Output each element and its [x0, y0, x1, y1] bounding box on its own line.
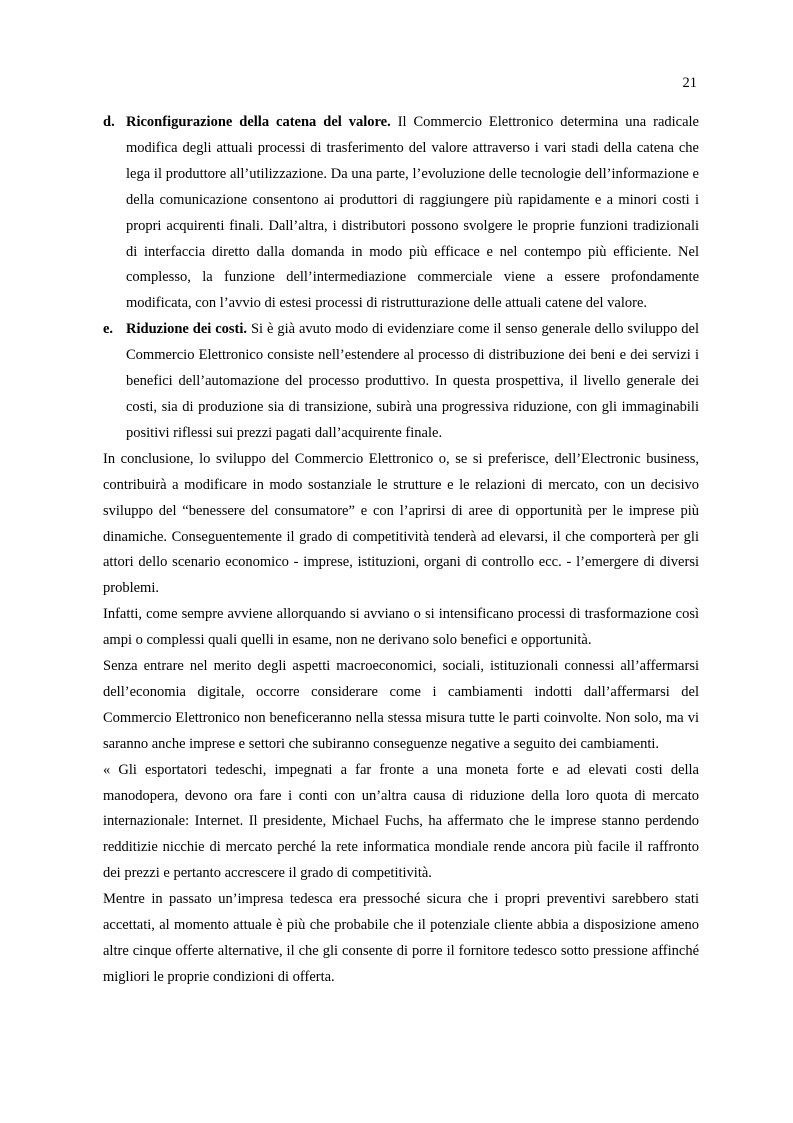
paragraph-conclusion: In conclusione, lo sviluppo del Commercio Elettronico o, se si preferisce, dell’Electronic business, contribuirà a modificare in modo sostanziale le strutture e le relazioni di mercato, con un decisivo sviluppo del “benessere del consumatore” e con l’aprirsi di aree di opportunità per le imprese più dinamiche. Conseguentemente il grado di competitività tenderà ad elevarsi, il che comporterà per gli attori dello scenario economico - imprese, istituzioni, organi di controllo ecc. - l’emergere di diversi problemi. [103, 450, 699, 597]
paragraph-infatti: Infatti, come sempre avviene allorquando si avviano o si intensificano processi di trasformazione così ampi o complessi quali quelli in esame, non ne derivano solo benefici e opportunità. [103, 606, 699, 649]
paragraph-quote: « Gli esportatori tedeschi, impegnati a far fronte a una moneta forte e ad elevati costi della manodopera, devono ora fare i conti con un’altra causa di riduzione della loro quota di mercato internazionale: Internet. Il presidente, Michael Fuchs, ha affermato che le imprese stanno perdendo redditizie nicchie di mercato perché la rete informatica mondiale rende ancora più facile il raffronto dei prezzi e pertanto accrescere il grado di competitività. [103, 761, 699, 882]
list-marker: e. [103, 321, 114, 338]
list-item-text: Si è già avuto modo di evidenziare come il senso generale dello sviluppo del Commercio Elettronico consiste nell’estendere al processo di distribuzione dei beni e dei servizi i benefici dell’automazione del processo produttivo. In questa prospettiva, il livello generale dei costi, sia di produzione sia di transizione, subirà una progressiva riduzione, con gli immaginabili positivi riflessi sui prezzi pagati dall’acquirente finale. [126, 321, 700, 441]
list-item-e [103, 317, 699, 447]
page-number: 21 [682, 75, 697, 91]
list-marker: d. [103, 114, 115, 130]
list-item-body [126, 317, 699, 447]
paragraph-senza-entrare: Senza entrare nel merito degli aspetti macroeconomici, sociali, istituzionali connessi all’affermarsi dell’economia digitale, occorre considerare come i cambiamenti indotti dall’affermarsi del Commercio Elettronico non beneficeranno nella stessa misura tutte le parti coinvolte. Non solo, ma vi saranno anche imprese e settori che subiranno conseguenze negative a seguito dei cambiamenti. [103, 658, 699, 752]
paragraph-mentre: Mentre in passato un’impresa tedesca era pressoché sicura che i propri preventivi sarebbero stati accettati, al momento attuale è più che probabile che il potenziale cliente abbia a disposizione ameno altre cinque offerte alternative, il che gli consente di porre il fornitore tedesco sotto pressione affinché migliori le proprie condizioni di offerta. [103, 891, 699, 985]
list-item-d [103, 110, 699, 317]
list-item-text: Il Commercio Elettronico determina una radicale modifica degli attuali processi di trasferimento del valore attraverso i vari stadi della catena che lega il produttore all’utilizzazione. Da una parte, l’evoluzione delle tecnologie dell’informazione e della comunicazione consentono ai produttori di raggiungere più rapidamente e a minori costi i propri acquirenti finali. Dall’altra, i distributori possono svolgere le proprie funzioni tradizionali di interfaccia diretto dalla domanda in modo più efficace e nel contempo più efficiente. Nel complesso, la funzione dell’intermediazione commerciale viene a essere profondamente modificata, con l’avvio di estesi processi di ristrutturazione delle attuali catene del valore. [126, 114, 699, 312]
document-body [103, 110, 699, 991]
list-item-body [126, 110, 699, 317]
list-item-title: Riduzione dei costi. [126, 321, 248, 338]
list-item-title: Riconfigurazione della catena del valore. [126, 114, 391, 130]
